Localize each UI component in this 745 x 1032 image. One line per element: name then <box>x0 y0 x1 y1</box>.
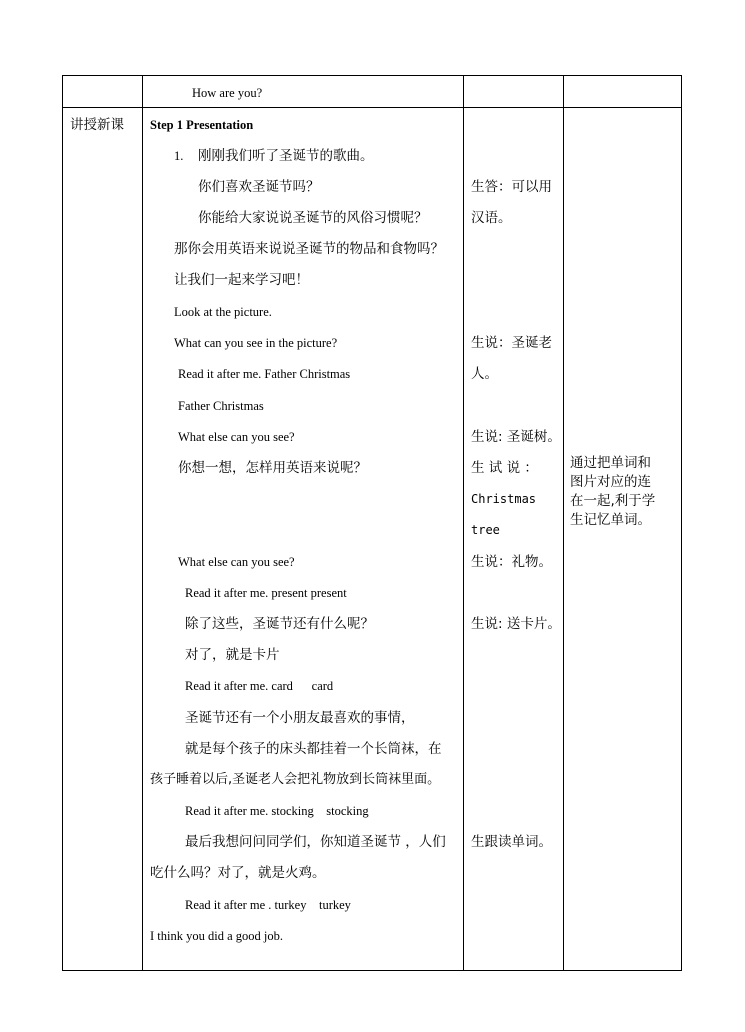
teacher-line: Read it after me. present present <box>185 586 347 600</box>
teacher-line: 你能给大家说说圣诞节的风俗习惯呢？ <box>198 210 428 226</box>
teacher-line: 圣诞节还有一个小朋友最喜欢的事情， <box>185 710 415 726</box>
list-number: 1. <box>174 149 184 163</box>
student-line: 生跟读单词。 <box>471 834 552 850</box>
teacher-line: 刚刚我们听了圣诞节的歌曲。 <box>198 148 374 164</box>
teacher-line: What else can you see? <box>178 555 295 569</box>
purpose-line: 在一起,利于学 <box>570 493 656 509</box>
teacher-line: 你想一想，怎样用英语来说呢？ <box>178 460 367 476</box>
lesson-topic: How are you? <box>192 86 263 100</box>
table-top-border <box>62 75 682 76</box>
student-line: Christmas <box>471 492 537 506</box>
teacher-line: 让我们一起来学习吧！ <box>174 272 309 288</box>
teacher-line: 你们喜欢圣诞节吗？ <box>198 179 320 195</box>
student-line: 生说：礼物。 <box>471 554 552 570</box>
teacher-line: I think you did a good job. <box>150 929 283 943</box>
teacher-line: 孩子睡着以后,圣诞老人会把礼物放到长筒袜里面。 <box>150 772 441 787</box>
teacher-line: What can you see in the picture? <box>174 336 338 350</box>
teacher-line: Read it after me . turkey turkey <box>185 898 351 912</box>
student-line: 生说: 圣诞树。 <box>471 429 561 445</box>
teacher-line: 对了，就是卡片 <box>185 647 280 663</box>
table-right-border <box>681 75 682 971</box>
student-line: 生答：可以用 <box>471 179 552 195</box>
teacher-line: Read it after me. stocking stocking <box>185 804 369 818</box>
step-title: Step 1 Presentation <box>150 118 254 132</box>
teacher-line: 最后我想问问同学们，你知道圣诞节 ，人们 <box>185 834 446 850</box>
table-bottom-border <box>62 970 682 971</box>
teacher-line: 除了这些，圣诞节还有什么呢？ <box>185 616 374 632</box>
teacher-line: 吃什么吗？对了，就是火鸡。 <box>150 865 326 881</box>
teacher-line: Look at the picture. <box>174 305 272 319</box>
column-divider-1 <box>142 75 143 971</box>
purpose-line: 图片对应的连 <box>570 474 651 490</box>
section-label: 讲授新课 <box>70 117 124 133</box>
teacher-line: Read it after me. card card <box>185 679 334 693</box>
purpose-line: 通过把单词和 <box>570 455 651 471</box>
student-line: 人。 <box>471 366 498 382</box>
student-line: 生说: 送卡片。 <box>471 616 561 632</box>
teacher-line: Read it after me. Father Christmas <box>178 367 351 381</box>
purpose-line: 生记忆单词。 <box>570 512 651 528</box>
teacher-line: Father Christmas <box>178 399 264 413</box>
student-line: 生说：圣诞老 <box>471 335 552 351</box>
student-line: 汉语。 <box>471 210 512 226</box>
teacher-line: What else can you see? <box>178 430 295 444</box>
student-line: 生 试 说 ： <box>471 460 538 476</box>
teacher-line: 就是每个孩子的床头都挂着一个长筒袜，在 <box>185 741 442 757</box>
header-row-divider <box>62 107 682 108</box>
table-left-border <box>62 75 63 971</box>
column-divider-2 <box>463 75 464 971</box>
student-line: tree <box>471 523 500 537</box>
teacher-line: 那你会用英语来说说圣诞节的物品和食物吗？ <box>174 241 444 257</box>
column-divider-3 <box>563 75 564 971</box>
